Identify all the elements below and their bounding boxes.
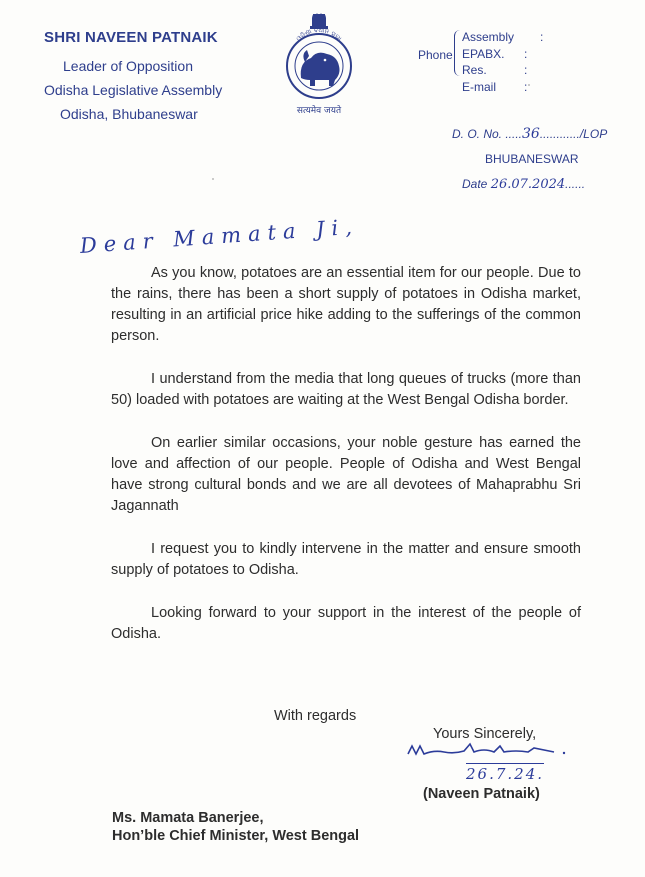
contact-email xyxy=(462,80,542,94)
phone-label: Phone xyxy=(418,48,453,62)
date-label: Date xyxy=(462,177,488,191)
emblem-seal-icon xyxy=(279,10,359,116)
contact-label: Assembly xyxy=(462,30,515,44)
do-label: D. O. No. ..... xyxy=(452,127,523,141)
contact-sep: : xyxy=(524,80,528,94)
contact-sep: : xyxy=(540,30,544,44)
contact-brace xyxy=(454,30,461,76)
contact-sep: : xyxy=(524,63,528,77)
contact-label: Res. xyxy=(462,63,487,77)
salutation: Dear Mamata Ji, xyxy=(79,214,360,258)
paper-speck xyxy=(212,178,214,180)
recipient-title: Hon’ble Chief Minister, West Bengal xyxy=(112,828,360,844)
do-suffix: ............/LOP xyxy=(539,127,608,141)
do-number-line xyxy=(452,126,607,142)
signatory-name: (Naveen Patnaik) xyxy=(423,786,540,802)
do-number: 36 xyxy=(522,126,540,142)
contact-label: EPABX. xyxy=(462,47,505,61)
paper-speck xyxy=(528,84,530,86)
emblem-ring-text: ଓଡ଼ିଶା ବିଧାନ ସଭା xyxy=(294,25,344,43)
signature-date: 26.7.24. xyxy=(466,765,545,783)
body-paragraph: I request you to kindly intervene in the matter and ensure smooth supply of potatoes to Odisha. xyxy=(111,541,581,578)
sender-organisation: Odisha Legislative Assembly xyxy=(44,82,223,98)
body-paragraph: Looking forward to your support in the interest of the people of Odisha. xyxy=(111,605,581,642)
reference-city: BHUBANESWAR xyxy=(485,152,579,166)
recipient-name: Ms. Mamata Banerjee, xyxy=(112,810,264,826)
contact-sep: : xyxy=(524,47,528,61)
emblem-motto: सत्यमेव जयते xyxy=(296,106,342,116)
sender-name: SHRI NAVEEN PATNAIK xyxy=(44,29,218,46)
date-trail: ...... xyxy=(565,177,586,191)
date-value: 26.07.2024 xyxy=(490,177,566,192)
body-paragraph: On earlier similar occasions, your noble gesture has earned the love and affection of our people. People of Odisha and West Bengal have strong cultural bonds and we are all devotees of Mahaprabhu Sri Jagannath xyxy=(111,435,581,514)
assembly-emblem xyxy=(279,10,359,116)
date-line xyxy=(462,177,585,192)
contact-res xyxy=(462,63,542,77)
sender-location: Odisha, Bhubaneswar xyxy=(60,106,198,122)
contact-assembly xyxy=(462,30,542,44)
closing-regards: With regards xyxy=(274,708,357,724)
contact-label: E-mail xyxy=(462,80,497,94)
body-paragraph: I understand from the media that long queues of trucks (more than 50) loaded with potatoes are waiting at the West Bengal Odisha border. xyxy=(111,371,581,408)
letter-body xyxy=(111,263,581,645)
closing-yours: Yours Sincerely, xyxy=(433,726,537,742)
sender-designation: Leader of Opposition xyxy=(63,58,193,74)
body-paragraph: As you know, potatoes are an essential item for our people. Due to the rains, there has been a short supply of potatoes in Odisha market, resulting in an artificial price hike adding to the sufferings of the common person. xyxy=(111,265,581,344)
contact-epabx xyxy=(462,47,542,61)
signature-scribble-icon xyxy=(404,736,584,766)
